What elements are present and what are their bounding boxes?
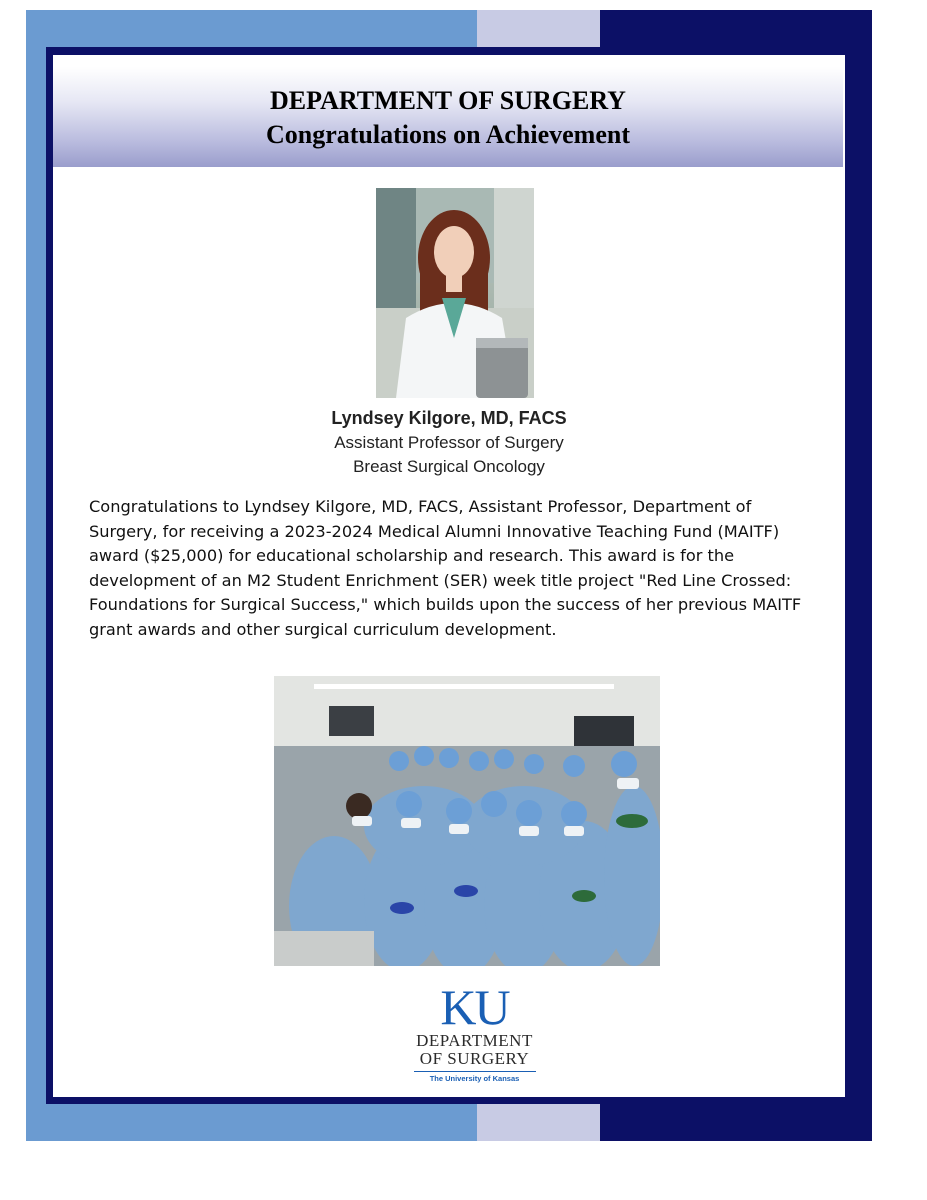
portrait-photo — [376, 188, 534, 398]
profile-name: Lyndsey Kilgore, MD, FACS — [331, 408, 567, 428]
frame-band-top-lavender — [477, 10, 600, 48]
logo-university: The University of Kansas — [429, 1074, 520, 1083]
group-photo-illustration — [274, 676, 660, 966]
announcement-paragraph: Congratulations to Lyndsey Kilgore, MD, FACS, Assistant Professor, Department of Surgery, for receiving a 2023-2024 Medical Alumni Innovative Teaching Fund (MAITF) award ($25,000) for educational scholarship and research. This award is for the development of an M2 Student Enrichment (SER) week title project "Red Line Crossed: Foundations for Surgical Success," which builds upon the success of her previous MAITF grant awards and other surgical curriculum development. — [89, 497, 802, 639]
frame-band-bottom-navy — [600, 1104, 872, 1141]
ku-logo-mark: KU — [440, 979, 509, 1035]
profile-title: Assistant Professor of Surgery — [334, 433, 564, 452]
portrait-illustration — [376, 188, 534, 398]
header-banner — [53, 67, 843, 167]
frame-band-left-light — [26, 10, 47, 1141]
frame-band-bottom-lavender — [477, 1104, 600, 1141]
logo-line-department: DEPARTMENT — [416, 1031, 533, 1050]
frame-band-right-navy — [853, 10, 872, 1141]
profile-division: Breast Surgical Oncology — [353, 457, 545, 476]
content-panel — [53, 55, 845, 1097]
frame-band-top-navy — [600, 10, 872, 48]
ku-surgery-logo — [408, 979, 541, 1092]
frame-band-top-light — [26, 10, 477, 48]
page-title: DEPARTMENT OF SURGERY — [270, 86, 626, 115]
group-photo — [274, 676, 660, 966]
logo-rule — [414, 1071, 536, 1072]
logo-line-of-surgery: OF SURGERY — [419, 1049, 530, 1068]
frame-band-bottom-light — [26, 1104, 477, 1141]
page-subtitle: Congratulations on Achievement — [266, 120, 630, 149]
